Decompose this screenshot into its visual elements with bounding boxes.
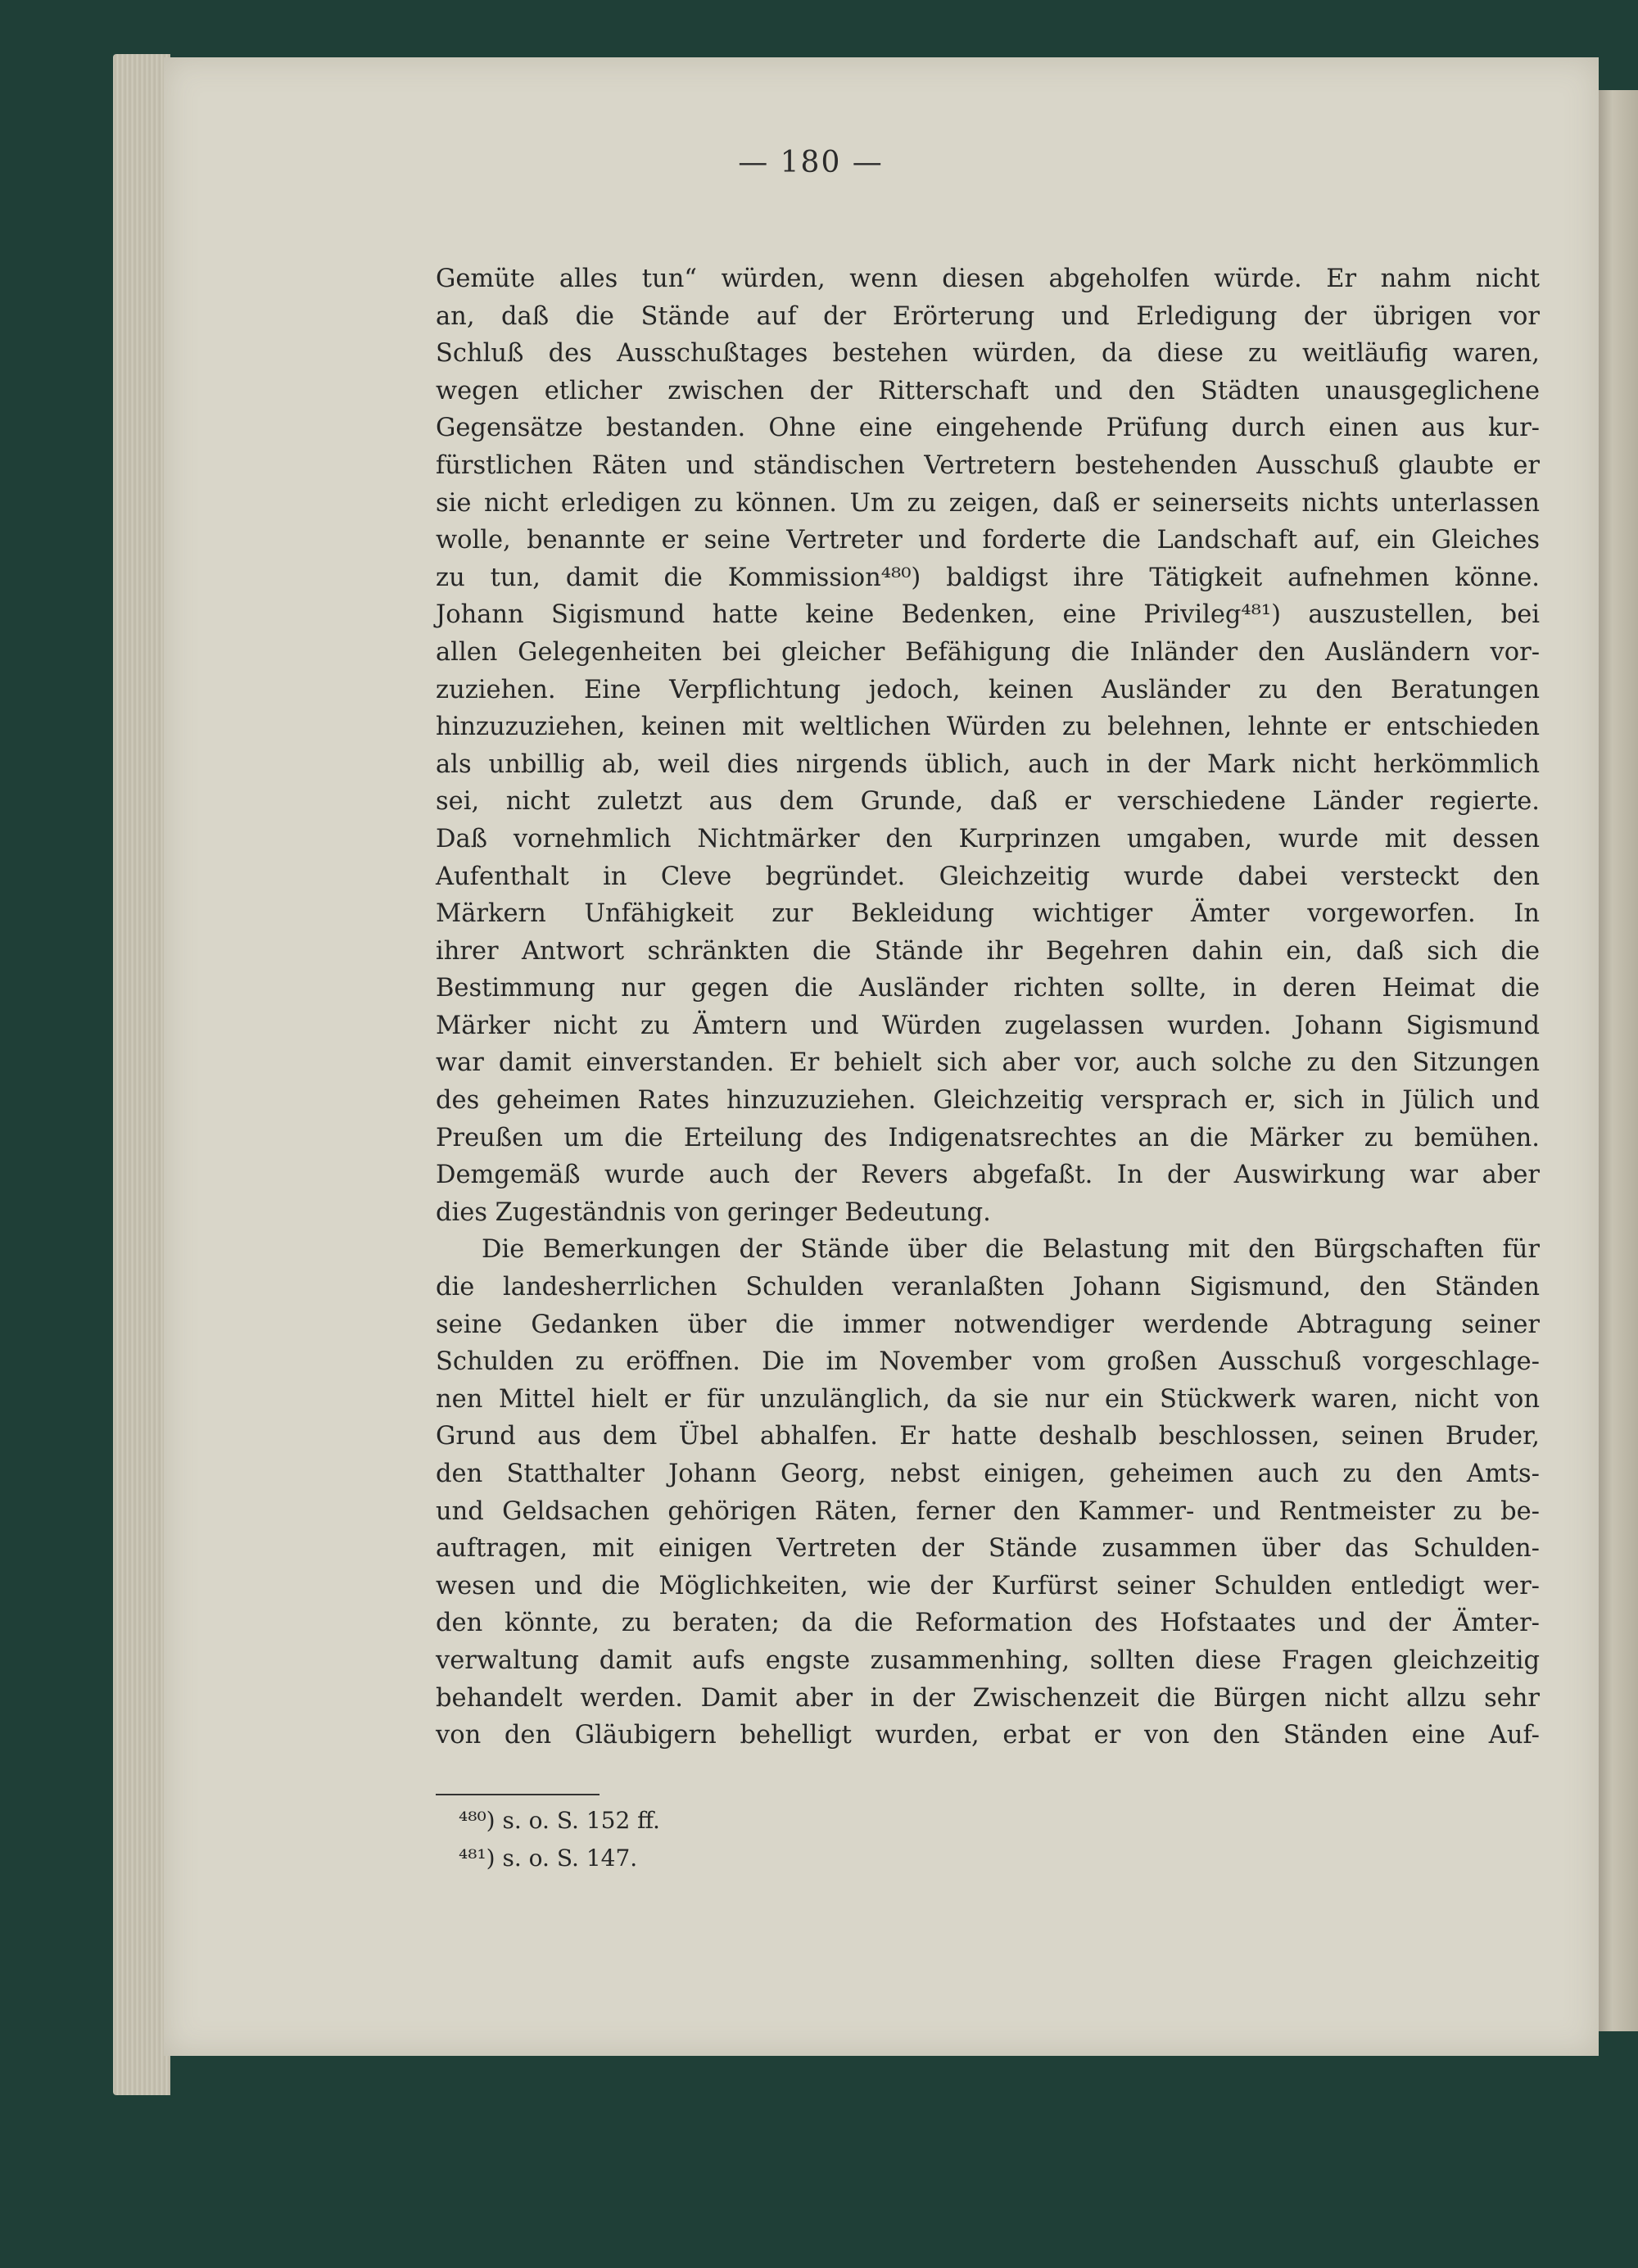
text-line: wesen und die Möglichkeiten, wie der Kurfürst seiner Schulden entledigt wer- — [436, 1571, 1540, 1600]
text-line: zu tun, damit die Kommission⁴⁸⁰) baldigst ihre Tätigkeit aufnehmen könne. — [436, 563, 1540, 592]
text-line: wegen etlicher zwischen der Ritterschaft und den Städten unausgeglichene — [436, 376, 1540, 405]
text-line: sei, nicht zuletzt aus dem Grunde, daß er verschiedene Länder regierte. — [436, 787, 1540, 817]
text-line: an, daß die Stände auf der Erörterung und Erledigung der übrigen vor — [436, 301, 1540, 331]
body-text — [436, 260, 1540, 1754]
text-line: Schulden zu eröffnen. Die im November vom großen Ausschuß vorgeschlage- — [436, 1347, 1540, 1377]
text-line: den könnte, zu beraten; da die Reformation des Hofstaates und der Ämter- — [436, 1609, 1540, 1638]
text-line: fürstlichen Räten und ständischen Vertretern bestehenden Ausschuß glaubte er — [436, 450, 1540, 480]
text-line: Aufenthalt in Cleve begründet. Gleichzeitig wurde dabei versteckt den — [436, 862, 1540, 891]
text-line: war damit einverstanden. Er behielt sich aber vor, auch solche zu den Sitzungen — [436, 1048, 1540, 1078]
text-line: Die Bemerkungen der Stände über die Belastung mit den Bürgschaften für — [482, 1235, 1540, 1265]
text-line: von den Gläubigern behelligt wurden, erbat er von den Ständen eine Auf- — [436, 1721, 1540, 1750]
text-line: behandelt werden. Damit aber in der Zwischenzeit die Bürgen nicht allzu sehr — [436, 1683, 1540, 1713]
book-page-edges — [113, 54, 170, 2095]
text-line: Gemüte alles tun“ würden, wenn diesen abgeholfen würde. Er nahm nicht — [436, 265, 1540, 293]
text-line: Bestimmung nur gegen die Ausländer richten sollte, in deren Heimat die — [436, 974, 1540, 1003]
text-line: Preußen um die Erteilung des Indigenatsrechtes an die Märker zu bemühen. — [436, 1123, 1540, 1152]
footnote-481: ⁴⁸¹) s. o. S. 147. — [459, 1845, 638, 1872]
text-line: des geheimen Rates hinzuzuziehen. Gleichzeitig versprach er, sich in Jülich und — [436, 1086, 1540, 1116]
text-line: auftragen, mit einigen Vertreten der Stände zusammen über das Schulden- — [436, 1534, 1540, 1564]
text-line: Gegensätze bestanden. Ohne eine eingehende Prüfung durch einen aus kur- — [436, 414, 1540, 443]
facing-page-edge — [1595, 90, 1638, 2031]
text-line: den Statthalter Johann Georg, nebst einigen, geheimen auch zu den Amts- — [436, 1460, 1540, 1488]
text-line: Johann Sigismund hatte keine Bedenken, eine Privileg⁴⁸¹) auszustellen, bei — [436, 600, 1540, 630]
text-line: wolle, benannte er seine Vertreter und forderte die Landschaft auf, ein Gleiches — [436, 526, 1540, 555]
text-line: hinzuzuziehen, keinen mit weltlichen Würden zu belehnen, lehnte er entschieden — [436, 713, 1540, 742]
text-line: sie nicht erledigen zu können. Um zu zeigen, daß er seinerseits nichts unterlassen — [436, 488, 1540, 518]
text-line: Märkern Unfähigkeit zur Bekleidung wichtiger Ämter vorgeworfen. In — [436, 899, 1540, 929]
text-line: Daß vornehmlich Nichtmärker den Kurprinzen umgaben, wurde mit dessen — [436, 824, 1540, 853]
text-line: ihrer Antwort schränkten die Stände ihr Begehren dahin ein, daß sich die — [436, 936, 1540, 966]
text-line: allen Gelegenheiten bei gleicher Befähigung die Inländer den Ausländern vor- — [436, 637, 1540, 667]
text-line: Schluß des Ausschußtages bestehen würden, da diese zu weitläufig waren, — [436, 339, 1540, 369]
page-number: — 180 — — [738, 146, 884, 179]
footnote-480: ⁴⁸⁰) s. o. S. 152 ff. — [459, 1807, 660, 1834]
text-line: die landesherrlichen Schulden veranlaßten Johann Sigismund, den Ständen — [436, 1273, 1540, 1302]
text-line: Demgemäß wurde auch der Revers abgefaßt. In der Auswirkung war aber — [436, 1161, 1540, 1190]
text-line: Grund aus dem Übel abhalfen. Er hatte deshalb beschlossen, seinen Bruder, — [436, 1422, 1540, 1451]
footnote-divider — [436, 1794, 600, 1795]
text-line: Märker nicht zu Ämtern und Würden zugelassen wurden. Johann Sigismund — [436, 1011, 1540, 1040]
text-line: als unbillig ab, weil dies nirgends üblich, auch in der Mark nicht herkömmlich — [436, 749, 1540, 779]
footnotes — [459, 1802, 660, 1877]
text-line: verwaltung damit aufs engste zusammenhing, sollten diese Fragen gleichzeitig — [436, 1646, 1540, 1675]
text-line: seine Gedanken über die immer notwendiger werdende Abtragung seiner — [436, 1310, 1540, 1339]
text-line: zuziehen. Eine Verpflichtung jedoch, keinen Ausländer zu den Beratungen — [436, 675, 1540, 704]
text-line: dies Zugeständnis von geringer Bedeutung. — [436, 1197, 991, 1227]
text-line: nen Mittel hielt er für unzulänglich, da sie nur ein Stückwerk waren, nicht von — [436, 1384, 1540, 1414]
text-line: und Geldsachen gehörigen Räten, ferner den Kammer- und Rentmeister zu be- — [436, 1496, 1540, 1526]
